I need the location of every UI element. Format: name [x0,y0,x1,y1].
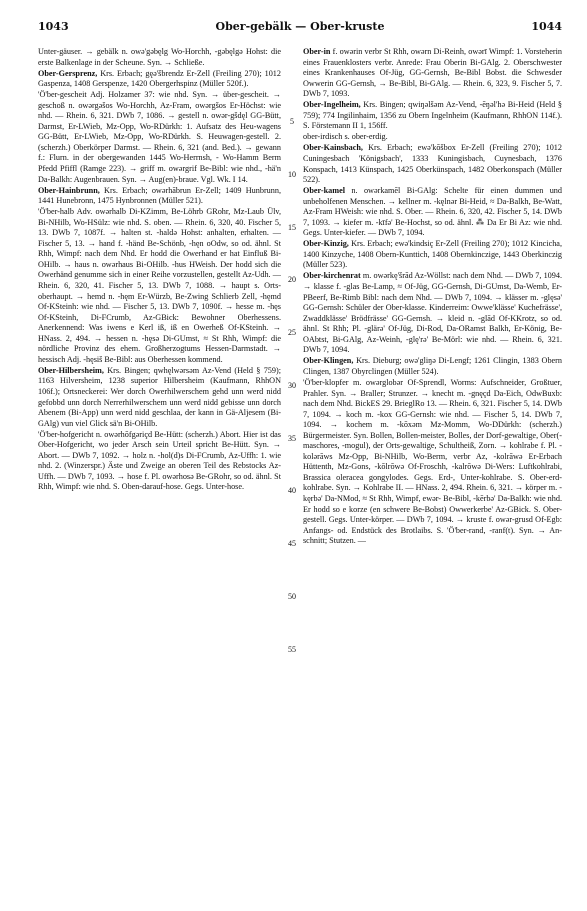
line-number: 10 [288,169,296,179]
entry-headword: Ober-Gersprenz, [38,68,98,78]
entry-text: Krs. Bingen; qwiŋəlšəm Az-Vend, -ēŋəl'hə Bi-Heid (Held § 759); 774 Ingilinhaim, 1356 zu Obern Ingelnheim (Kaufmann, RhhON 114f.). S. Förstemann II 1, 156ff. [303,100,562,131]
dictionary-entry [303,271,562,355]
line-number: 20 [288,275,296,285]
entry-text: Krs. Erbach; gęə'šbrendz Er-Zell (Freiling 270); 1012 Gaspenza, 1408 Gerspenze, 1420 Obergerhspinz (Müller 520f.). [38,68,281,89]
page-number-right: 1044 [531,20,562,33]
entry-headword: Ober-Hainbrunn, [38,185,100,195]
dictionary-entry [38,69,281,90]
dictionary-entry [38,430,281,493]
entry-text: Unter-gäuser. → gebälk n. owə'gəbęlg Wo-Horchh, -gəbęlgə Hohst: die erste Balkenlage in der Scheune. Syn. → Schließe. [38,47,281,67]
dictionary-entry [38,186,281,207]
line-number: 50 [288,591,296,601]
dictionary-entry [38,366,281,429]
dictionary-entry [303,100,562,132]
line-number: 15 [288,222,296,232]
entry-text: Krs. Dieburg; owə'gliŋə Di-Lengf; 1261 Clingin, 1383 Obern Clingen, 1387 Obyrclingen (Müller 524). [303,356,562,376]
dictionary-entry [38,207,281,365]
entry-text: m. owərkę'šrād Az-Wöllst: nach dem Nhd. — DWb 7, 1094. → klasse f. -glas Be-Lamp, ≈ Of-Jüg, GG-Gernsh, Di-GUmst, Da-Wemb, Er-PBeerf, Be-Rimb Bibl: nach dem Nhd. — DWb 7, 1094. → klässer m. -glęsə' GG-Gernsh: Schüler der Ober-klasse. Kinderreim: Owwe'klässe' Kuchefrässe', Zwaddklässe' Brödfrässe' GG-Gernsh. → kleid n. -glād Of-KKrotz, so od. ähnl. St Rhh; Pl. -glärə' Of-Jüg, Di-Rod, Da-ORamst Balkh, Er-König, Be-OAbtst, Bi-GAlg, Az-Weinh, -glę'rə' Be-Mörl: wie nhd. — Rhein. 6, 321. DWb 7, 1094. [303,271,562,355]
dictionary-entry [303,378,562,547]
entry-headword: Ober-Kinzig, [303,239,349,249]
page-header [38,20,562,36]
entry-text: Krs. Erbach; ewə'kindsiç Er-Zell (Freiling 270); 1012 Kincicha, 1400 Kinzyche, 1408 Obern-Kunttich, 1408 Obernkinczige, 1443 Oberkinczig (Müller 523). [303,239,562,270]
entry-text: Krs. Erbach; owərhābrun Er-Zell; 1409 Hunbrunn, 1441 Hunebronn, 1475 Hynbronnen (Müller 521). [38,185,281,206]
line-number: 55 [288,644,296,654]
running-title: Ober-gebälk — Ober-kruste [215,20,385,33]
dictionary-entry [38,90,281,185]
line-number: 35 [288,433,296,443]
entry-text: ober-irdisch s. ober-erdig. [303,132,388,142]
entry-text: 'Ö'ber-klopfer m. owərglobər Of-Sprendl, Worms: Aufschneider, Großtuer, Prahler. Syn. → Braller; Strunzer. → knecht m. -gnęçd Da-Eich, OdwBuxb: nach dem Nhd. BickES 29. BrieglRo 13. — Rhein. 6, 321. Fischer 5, 14. DWb 7, 1094. → koch m. -kox GG-Gernsh: wie nhd. — Fischer 5, 14. DWb 7, 1094. → kochem m. -kōxəm Mz-Momm, Wo-DDürkh: (scherzh.) Bürgermeister. Syn. Bollen, Bollen-meister, Bolles, der Dorf-gewaltige, Ober(-maschores, -mogul), der Orts-gewaltige, Schultheiß, Zorn. → kohlrabe f. Pl. -kolərāws Mz-Opp, Bi-NHilb, Wo-Berm, verbr Az, -kolrāwə Er-Erbach Hüttenth, Mz-Gons, -kōlrōwə Of-Froschh, -kalrōwə Di-Wers: Luftkohlrabi, Brassica oleracea gongylodes. Gegs. Erd-, Unter-kohlrabe. S. Ober-erd-kohlrabe. Syn. → Kohlrabe II. — HNass. 2, 494. Rhein. 6, 321. → körper m. -kęrbə' Da-NMod, ≈ St Rhh, Wimpf, ewər- Be-Bibl, -kērbə' Da-Balkh: wie nhd. Er hodd so e korze (en schwere Be-Bobst) Owwerkerbe' Az-GBick. S. Ober-gestell. Gegs. Unter-körper. — DWb 7, 1094. → kruste f. owər-grusd Of-Egb: Anfangs- od. Endstück des Brotlaibs. S. 'Ö'ber-rand, -ranf(t). Syn. → An-schnitt; Stutzen. — [303,377,562,546]
line-number: 5 [290,117,294,127]
right-column [303,47,562,897]
page-number-left: 1043 [38,20,69,33]
line-number: 25 [288,328,296,338]
line-number: 40 [288,486,296,496]
entry-text: f. owərin verbr St Rhh, owərn Di-Reinh, owərī Wimpf: 1. Vorsteherin eines Frauenklosters verbr. Anrede: Frau Oberin Bi-GAlg. 2. Oberschwester eines Krankenhauses Of-Jüg, GG-Gernsh, Be-Bibl Bobst. die Schwesder Owwerin GG-Gernsh, → Be-Bibl, Bi-GAlg. — Rhein. 6, 323, 9. Fischer 5, 7. DWb 7, 1093. [303,47,562,99]
dictionary-entry [303,132,562,143]
dictionary-entry [303,356,562,377]
entry-text: n. owərkamēl Bi-GAlg: Schelte für einen dummen und unbeholfenen Menschen. → kellner m. -kęlnər Bi-Heid, ≈ Da-Balkh, Be-Watt, Az-Fram HWeish: wie nhd. S. Ober. — Rhein. 6, 320, 42. Fischer 5, 14. DWb 7, 1093. → kiefer m. -kīfə' Be-Hochst, so od. ähnl. ⁂ Da Er Bi Az: wie nhd. Gegs. Unter-kiefer. — DWb 7, 1094. [303,186,562,238]
entry-text: 'Ö'ber-gescheit Adj. Holzamer 37: wie nhd. Syn. → über-gescheit. → geschoß n. owərgəšos Wo-Horchh, Az-Fram, owərgšos Er-Höchst: wie nhd. — Rhein. 6, 321. DWb 7, 1086. → gestell n. owər-gšdęl GG-Bütt, Darmst, Er-LWieb, Mz-Opp, Wo-RDürkh: 1. Aufsatz des Heu-wagens GG-Bütt, Er-LWieb, Mz-Opp, Wo-RDürkh. S. Heuwagen-gestell. 2. (scherzh.) Oberkörper Darmst. — Rhein. 6, 321 (and. Bed.). → gewann f.: Flurn. in der obergewanden 1445 Wo-Herrnsh, - Wo-Hamm Berm Pfedd Pfiffl (Ramge 223). → griff m. owərgrif Be-Bibl: wie nhd., -hä'n Da-Balkh: Augenbrauen. Syn. → Aug(en)-braue. Vgl. Wk. I 14. [38,90,281,184]
entry-headword: Ober-Hilbersheim, [38,365,104,375]
dictionary-entry [303,143,562,185]
entry-text: Krs. Bingen; qwhęlwərsəm Az-Vend (Held § 759); 1163 Hilversheim, 1238 superior Hilbersheim (Kaufmann, RhhON 106f.); Ortsneckerei: Wer dorch Owerhilwerschem gehd unn werd nidd gefobbd unn dorch Nerrerhilwerschem unn werd nidd gebisse unn dorch Abenem (Bi-App) unn werd nidd geschlaa, der kann in Gä-Aljesem (Bi-GAlg) vun viel Glick sä'n Bi-OHilb. [38,365,281,428]
dictionary-entry [38,47,281,68]
left-column [38,47,281,897]
dictionary-entry [303,47,562,100]
entry-headword: Ober-Klingen, [303,356,354,366]
dictionary-entry [303,239,562,271]
entry-text: Krs. Erbach; ewə'kōšbox Er-Zell (Freiling 270); 1012 Cuningesbach 'Königsbach', 1333 Kuningisbach, Cuynesbach, 1376 Konspach, 1413 Künspach, 1425 Oberkünspach, 1482 Oberkonspach (Müller 522). [303,143,562,185]
entry-headword: Ober-kirchenrat [303,271,361,281]
line-number: 30 [288,380,296,390]
entry-headword: Ober-Ingelheim, [303,100,361,110]
line-number-gutter [283,47,301,897]
dictionary-entry [303,186,562,239]
entry-text: 'Ö'ber-halb Adv. owərhalb Di-KZimm, Be-Löhrb GRohr, Mz-Laub Ülv, Bi-NHilb, Wo-HSülz: wie nhd. S. oben. — Rhein. 6, 320, 40. Fischer 5, 13. DWb 7, 1087f. → halten st. -haldə Hohst: anhalten, erhalten. — Fischer 5, 13. → hand f. -händ Be-Schönb, -hęn oOdw, so od. ähnl. St Rhh, Wimpf: nach dem Nhd. Er hodd die Owerhand er hat Einfluß Bi-OHilb. → haus n. owərhaus Bi-OHilb. -hus HWeish. Der hodd sich die Owerhänd genumme sich in einer Reihe vorzustellen, gestellt Az-Udh. — Rhein. 6, 320, 41. Fischer 5, 13. DWb 7, 1088. → haupt s. Orts-oberhaupt. → hemd n. -hęm Er-Würzb, Be-Zwing Schlierb Zell, -hęmd Of-KSteinh: wie nhd. — Fischer 5, 13. DWb 7, 1090f. → hesse m. -hęs Of-KSteinh, Di-FCrumb, Az-GBick: Bewohner Oberhessens. Anerkennend: Was iwens e Kerl iß, iß en Owerheß Of-KSteinh. → HNass. 2, 494. → hessen n. -hęsə Di-GUmst, ≈ St Rhh, Wimpf: die nördliche Provinz des ehem. Großherzogtums Hessen-Darmstadt. → hessisch Adj. -hęsiš Be-Bibl: aus Oberhessen kommend. [38,207,281,364]
entry-headword: Ober-kamel [303,186,345,196]
line-number: 45 [288,539,296,549]
entry-headword: Ober-Kainsbach, [303,143,363,153]
entry-text: 'Ö'ber-hofgericht n. owərhōfgəriçd Be-Hütt: (scherzh.) Abort. Hier ist das Ober-Hofgericht, wo jeder Arsch sein Urteil spricht Be-Hütt. Syn. → Abort. — DWb 7, 1092. → holz n. -hol(d)s Di-FCrumb, Az-Uffh: 1. wie nhd. 2. (Winzerspr.) Äste und Zweige an oberen Teil des Rebstocks Az-Uffh. — DWb 7, 1093. → hose f. Pl. owərhosə Be-GRohr, so od. ähnl. St Rhh, Wimpf: wie nhd. S. Oben-darauf-hose. Gegs. Unter-hose. [38,429,281,492]
entry-headword: Ober-in [303,47,331,56]
